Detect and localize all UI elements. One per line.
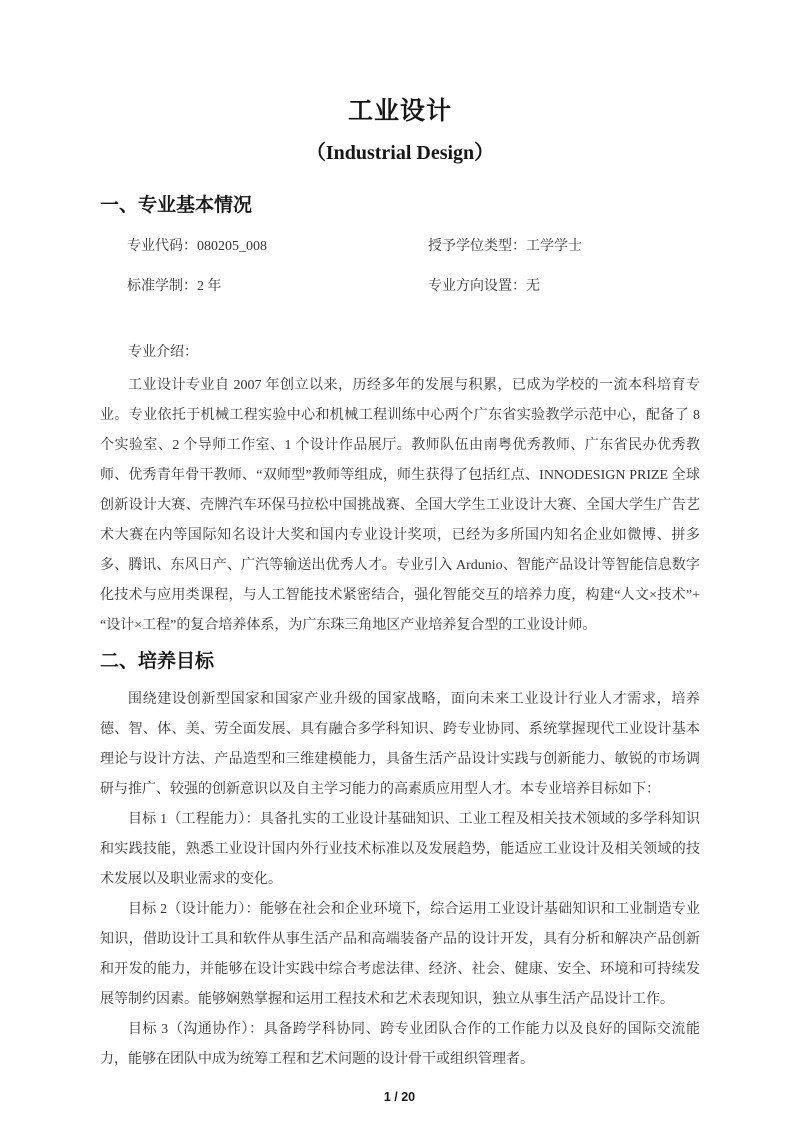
page-number: 1 / 20	[383, 1090, 416, 1104]
field-standard-duration-value: 2 年	[197, 279, 222, 294]
field-degree-type-label: 授予学位类型：	[428, 239, 526, 254]
objective-2-paragraph: 目标 2（设计能力）：能够在社会和企业环境下，综合运用工业设计基础知识和工业制造专业知识，借助设计工具和软件从事生活产品和高端装备产品的设计开发，具有分析和解决产品创新和开发的能力，并能够在设计实践中综合考虑法律、经济、社会、健康、安全、环境和可持续发展等制约因素。能够娴熟掌握和运用工程技术和艺术表现知识，独立从事生活产品设计工作。	[100, 902, 700, 1007]
training-objectives	[100, 685, 700, 1075]
field-major-direction	[428, 276, 700, 297]
intro-paragraph: 工业设计专业自 2007 年创立以来，历经多年的发展与积累，已成为学校的一流本科培育专业。专业依托于机械工程实验中心和机械工程训练中心两个广东省实验教学示范中心，配备了 8 个实验室、2 个导师工作室、1 个设计作品展厅。教师队伍由南粤优秀教师、广东省民办优秀教师、优秀青年骨干教师、“双师型”教师等组成，师生获得了包括红点、INNODESIGN PRIZE 全球创新设计大赛、壳牌汽车环保马拉松中国挑战赛、全国大学生工业设计大赛、全国大学生广告艺术大赛在内等国际知名设计大奖和国内专业设计奖项，已经为多所国内知名企业如微博、拼多多、腾讯、东风日产、广汽等输送出优秀人才。专业引入 Ardunio、智能产品设计等智能信息数字化技术与应用类课程，与人工智能技术紧密结合，强化智能交互的培养力度，构建“人文×技术”+“设计×工程”的复合培养体系，为广东珠三角地区产业培养复合型的工业设计师。	[100, 378, 700, 633]
intro-label: 专业介绍：	[128, 345, 198, 360]
objective-1-paragraph: 目标 1（工程能力）：具备扎实的工业设计基础知识、工业工程及相关技术领域的多学科知识和实践技能，熟悉工业设计国内外行业技术标准以及发展趋势，能适应工业设计及相关领域的技术发展以及职业需求的变化。	[100, 812, 700, 887]
doc-subtitle: （Industrial Design）	[305, 142, 495, 164]
field-major-code	[127, 236, 428, 257]
field-major-direction-value: 无	[526, 279, 540, 294]
doc-title: 工业设计	[347, 97, 452, 125]
objective-3-paragraph: 目标 3（沟通协作）：具备跨学科协同、跨专业团队合作的工作能力以及良好的国际交流能力，能够在团队中成为统筹工程和艺术问题的设计骨干或组织管理者。	[100, 1022, 700, 1067]
basic-info-fields	[100, 236, 700, 297]
section1-heading: 一、专业基本情况	[100, 195, 253, 216]
field-major-code-label: 专业代码：	[127, 239, 197, 254]
objectives-intro-paragraph: 围绕建设创新型国家和国家产业升级的国家战略，面向未来工业设计行业人才需求，培养德、智、体、美、劳全面发展、具有融合多学科知识、跨专业协同、系统掌握现代工业设计基本理论与设计方法、产品造型和三维建模能力，具备生活产品设计实践与创新能力、敏锐的市场调研与推广、较强的创新意识以及自主学习能力的高素质应用型人才。本专业培养目标如下：	[100, 692, 700, 797]
field-standard-duration	[127, 276, 428, 297]
field-degree-type-value: 工学学士	[526, 239, 582, 254]
section2-heading: 二、培养目标	[100, 651, 215, 672]
field-major-code-value: 080205_008	[197, 239, 267, 254]
field-standard-duration-label: 标准学制：	[127, 279, 197, 294]
field-degree-type	[428, 236, 700, 257]
field-major-direction-label: 专业方向设置：	[428, 279, 526, 294]
